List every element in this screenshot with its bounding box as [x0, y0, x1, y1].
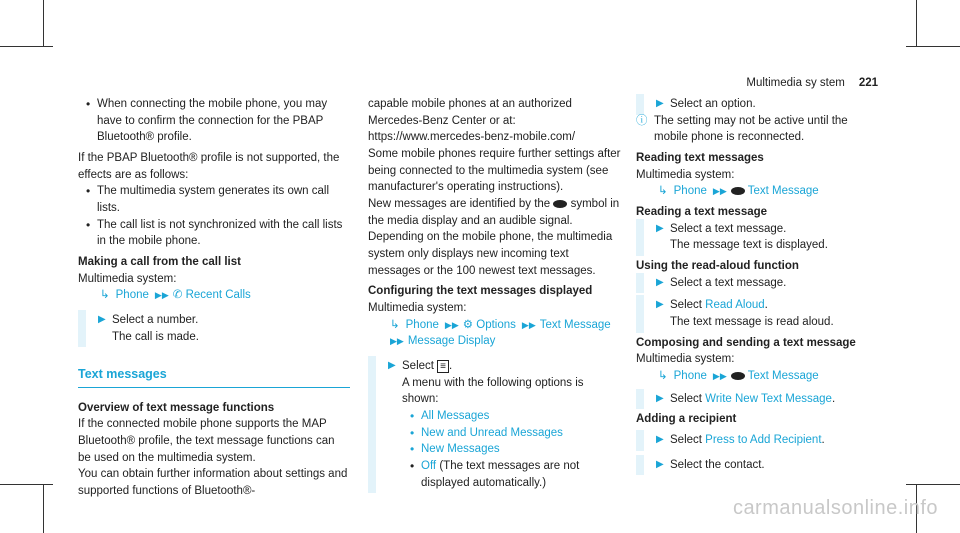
step-result: The call is made. — [112, 330, 199, 343]
step — [636, 297, 880, 330]
double-chevron-icon: ▶▶ — [444, 319, 459, 330]
path-text-message: Text Message — [747, 185, 819, 198]
menu-path — [78, 287, 350, 304]
double-chevron-icon: ▶▶ — [390, 336, 404, 347]
step-arrow-icon: ▶ — [388, 360, 396, 372]
crop-mark — [906, 46, 960, 47]
option-off: Off — [421, 460, 437, 473]
crop-mark — [43, 0, 44, 47]
menu-icon: ≡ — [437, 360, 449, 373]
step-result: A menu with the following options is shown: — [402, 376, 584, 406]
column-3 — [636, 96, 880, 473]
multimedia-label: Multimedia system: — [78, 272, 177, 285]
return-arrow-icon: ↳ — [390, 318, 400, 331]
paragraph: If the connected mobile phone supports the MAP Bluetooth® profile, the text message functions can be used on the multimedia system. — [78, 418, 335, 464]
crop-mark — [0, 484, 53, 485]
return-arrow-icon: ↳ — [100, 289, 110, 302]
crop-mark — [906, 484, 960, 485]
column-1 — [78, 96, 350, 500]
option-item: • New and Unread Messages — [402, 425, 622, 442]
note-text: The setting may not be active until the mobile phone is reconnected. — [654, 114, 848, 144]
multimedia-label: Multimedia system: — [636, 353, 735, 366]
step — [636, 432, 880, 449]
paragraph: You can obtain further information about settings and supported functions of Bluetooth®- — [78, 468, 348, 497]
message-icon — [553, 200, 567, 208]
option-item: • New Messages — [402, 441, 622, 458]
paragraph — [368, 196, 622, 229]
step — [636, 221, 880, 254]
text: symbol in the media display and an audible signal. — [368, 198, 620, 227]
path-text-message: Text Message — [539, 318, 611, 331]
step — [78, 312, 350, 345]
path-phone: Phone — [405, 318, 439, 331]
step-arrow-icon: ▶ — [656, 276, 664, 288]
phone-call-icon: ✆ — [172, 289, 183, 302]
double-chevron-icon: ▶▶ — [521, 319, 536, 330]
step-arrow-icon: ▶ — [656, 392, 664, 404]
step-text: Select Press to Add Recipient. — [670, 434, 825, 447]
step-arrow-icon: ▶ — [656, 98, 664, 109]
step-text: Select a text message. — [670, 276, 787, 289]
step — [368, 358, 622, 491]
section-heading: Text messages — [78, 365, 350, 387]
double-chevron-icon: ▶▶ — [712, 371, 727, 382]
text: Select — [670, 392, 702, 405]
message-icon — [731, 372, 745, 380]
heading: Making a call from the call list — [78, 256, 241, 269]
step-text: Select an option. — [670, 98, 756, 110]
step — [636, 96, 880, 113]
multimedia-label: Multimedia system: — [636, 168, 735, 181]
step-text: Select the contact. — [670, 458, 765, 471]
paragraph: capable mobile phones at an authorized Mercedes-Benz Center or at: https://www.mercedes-benz-mobile.com/ — [368, 98, 576, 144]
menu-path — [636, 368, 880, 385]
paragraph: Some mobile phones require further settings after being connected to the multimedia system (see manufacturer's operating instructions). — [368, 148, 621, 194]
step-result: The text message is read aloud. — [670, 316, 834, 329]
heading: Reading a text message — [636, 206, 768, 219]
step — [636, 457, 880, 474]
text: New messages are identified by the — [368, 198, 551, 211]
path-phone: Phone — [115, 289, 149, 302]
double-chevron-icon: ▶▶ — [154, 290, 169, 301]
read-aloud-link: Read Aloud — [705, 299, 765, 312]
double-chevron-icon: ▶▶ — [712, 186, 727, 197]
heading: Overview of text message functions — [78, 401, 275, 414]
path-message-display: Message Display — [407, 335, 496, 348]
heading: Configuring the text messages displayed — [368, 285, 593, 298]
return-arrow-icon: ↳ — [658, 185, 668, 198]
step-text: Select Read Aloud. — [670, 299, 768, 312]
column-2 — [368, 96, 622, 491]
heading: Composing and sending a text message — [636, 336, 856, 349]
note — [636, 113, 880, 146]
heading: Adding a recipient — [636, 413, 737, 426]
return-arrow-icon: ↳ — [658, 370, 668, 383]
watermark: carmanualsonline.info — [732, 497, 938, 519]
path-recent-calls: Recent Calls — [185, 289, 251, 302]
bullet-item: • The call list is not synchronized with the call lists in the mobile phone. — [78, 217, 350, 250]
paragraph: If the PBAP Bluetooth® profile is not supported, the effects are as follows: — [78, 152, 340, 181]
path-text-message: Text Message — [747, 370, 819, 383]
crop-mark — [0, 46, 53, 47]
crop-mark — [43, 484, 44, 533]
option-item — [402, 458, 622, 491]
gear-icon: ⚙ — [462, 318, 474, 331]
heading: Using the read-aloud function — [636, 260, 799, 273]
step-text: Select Write New Text Message. — [670, 392, 836, 405]
path-options: Options — [476, 318, 516, 331]
text: Select — [402, 360, 434, 373]
step-result: The message text is displayed. — [670, 239, 828, 252]
bullet-item: • When connecting the mobile phone, you may have to confirm the connection for the PBAP Bluetooth® profile. — [78, 96, 350, 146]
text: Select — [670, 299, 702, 312]
step-text: Select ≡ . — [402, 360, 453, 373]
crop-mark — [916, 0, 917, 47]
step-arrow-icon: ▶ — [656, 434, 664, 446]
paragraph: Depending on the mobile phone, the multimedia system only displays new incoming text messages or the 100 newest text messages. — [368, 231, 613, 277]
info-icon: ⓘ — [636, 114, 648, 127]
step-text: Select a number. — [112, 314, 199, 327]
path-phone: Phone — [673, 185, 707, 198]
page-header — [746, 75, 878, 92]
path-phone: Phone — [673, 370, 707, 383]
step — [636, 275, 880, 292]
text: Select — [670, 434, 702, 447]
step-text: Select a text message. — [670, 222, 787, 235]
step-arrow-icon: ▶ — [656, 299, 664, 311]
text: (The text messages are not displayed automatically.) — [421, 460, 580, 489]
multimedia-label: Multimedia system: — [368, 302, 467, 315]
step-arrow-icon: ▶ — [656, 458, 664, 470]
step — [636, 391, 880, 408]
step-arrow-icon: ▶ — [656, 222, 664, 234]
step-arrow-icon: ▶ — [98, 314, 106, 326]
page-number: 221 — [858, 77, 878, 89]
menu-path — [636, 183, 880, 200]
option-item: • All Messages — [402, 408, 622, 425]
bullet-item: • The multimedia system generates its own call lists. — [78, 183, 350, 216]
message-icon — [731, 187, 745, 195]
add-recipient-link: Press to Add Recipient — [705, 434, 822, 447]
menu-path — [368, 317, 622, 350]
section-title: Multimedia sy stem — [746, 77, 845, 89]
heading: Reading text messages — [636, 152, 764, 165]
write-new-message-link: Write New Text Message — [705, 392, 832, 405]
